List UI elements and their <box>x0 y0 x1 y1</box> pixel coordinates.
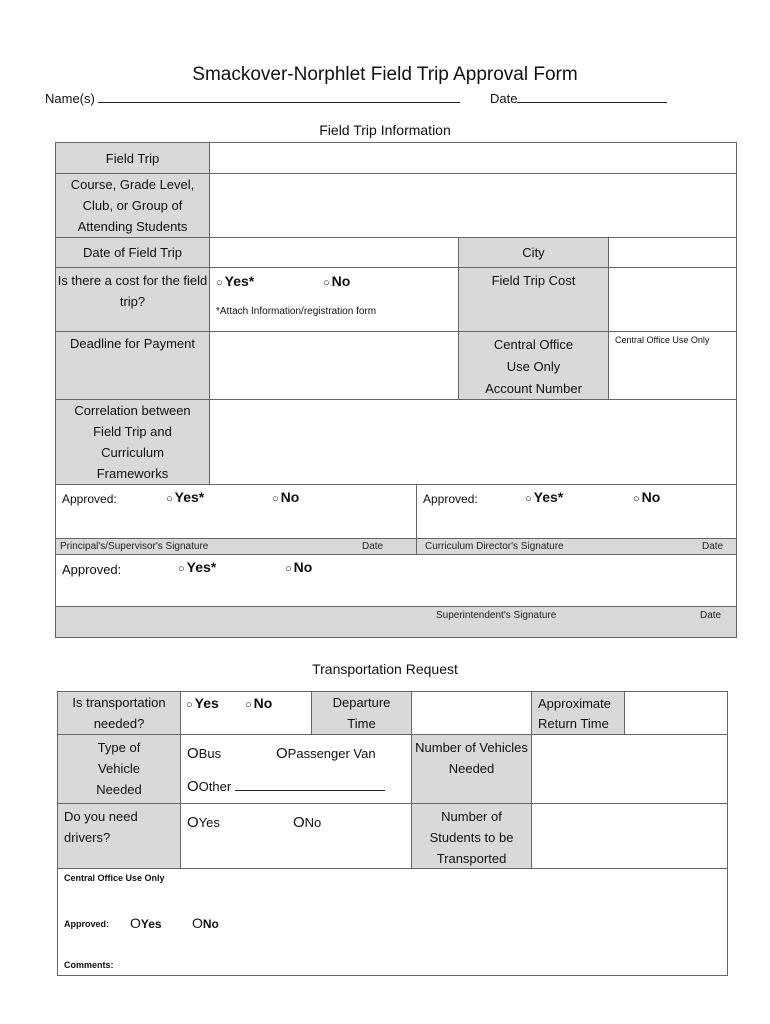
curriculum-approved-label: Approved: <box>423 492 478 506</box>
transport-central-office-cell <box>57 868 728 976</box>
radio-circle-icon: O <box>187 745 199 762</box>
deadline-input[interactable] <box>209 331 459 400</box>
curriculum-signature-label: Curriculum Director's Signature <box>425 541 564 552</box>
date-of-trip-input[interactable] <box>209 237 459 268</box>
drivers-yes-option[interactable] <box>187 814 220 831</box>
principal-no-option[interactable] <box>272 489 299 505</box>
num-students-label: Number of Students to be Transported <box>411 803 532 869</box>
superintendent-approved-label: Approved: <box>62 562 122 577</box>
principal-yes-label: Yes* <box>174 489 205 505</box>
attach-note: *Attach Information/registration form <box>216 306 377 317</box>
transport-no-option[interactable] <box>245 695 272 711</box>
name-underline <box>98 90 460 103</box>
return-time-input[interactable] <box>624 691 728 735</box>
superintendent-date-label: Date <box>700 610 722 621</box>
superintendent-yes-option[interactable] <box>178 559 216 575</box>
field-trip-info-heading: Field Trip Information <box>319 122 451 138</box>
transport-approved-no-label: No <box>202 917 219 931</box>
course-input[interactable] <box>209 173 737 238</box>
curriculum-no-label: No <box>641 489 661 505</box>
field-trip-input[interactable] <box>209 142 737 174</box>
principal-approved-label: Approved: <box>62 492 117 506</box>
cost-yes-option[interactable] <box>216 273 254 289</box>
drivers-no-option[interactable] <box>293 814 321 831</box>
course-label: Course, Grade Level, Club, or Group of Attending Students <box>55 173 210 238</box>
trip-cost-label: Field Trip Cost <box>458 267 609 332</box>
form-title: Smackover-Norphlet Field Trip Approval Form <box>192 64 578 85</box>
radio-circle-icon: ○ <box>525 493 532 505</box>
comments-label: Comments: <box>64 960 114 970</box>
city-input[interactable] <box>608 237 737 268</box>
num-vehicles-input[interactable] <box>531 734 728 804</box>
curriculum-yes-label: Yes* <box>533 489 564 505</box>
radio-circle-icon: O <box>130 915 141 931</box>
other-option[interactable] <box>187 778 385 795</box>
bus-label: Bus <box>198 746 222 761</box>
other-label: Other <box>198 779 232 794</box>
radio-circle-icon: ○ <box>272 493 279 505</box>
other-underline[interactable] <box>235 778 385 791</box>
drivers-no-label: No <box>304 815 322 830</box>
drivers-yes-label: Yes <box>198 815 220 830</box>
field-trip-label: Field Trip <box>55 142 210 174</box>
superintendent-yes-label: Yes* <box>186 559 217 575</box>
superintendent-signature-label: Superintendent's Signature <box>436 610 557 621</box>
cost-question-label: Is there a cost for the field trip? <box>55 267 210 332</box>
date-line[interactable] <box>490 90 667 106</box>
radio-circle-icon: ○ <box>633 493 640 505</box>
superintendent-no-label: No <box>293 559 313 575</box>
num-vehicles-label: Number of Vehicles Needed <box>411 734 532 804</box>
principal-approval-cell <box>55 484 417 539</box>
transport-yes-label: Yes <box>194 695 219 711</box>
curriculum-approval-cell <box>416 484 737 539</box>
correlation-label: Correlation between Field Trip and Curriculum Frameworks <box>55 399 210 485</box>
bus-option[interactable] <box>187 745 221 762</box>
cost-no-label: No <box>331 273 351 289</box>
transport-central-office-label: Central Office Use Only <box>64 873 165 883</box>
transport-approved-no-option[interactable] <box>192 915 219 931</box>
transportation-heading: Transportation Request <box>312 661 458 677</box>
cost-options-cell <box>209 267 459 332</box>
curriculum-date-label: Date <box>702 541 724 552</box>
transport-yes-option[interactable] <box>186 695 219 711</box>
transport-approved-yes-option[interactable] <box>130 915 162 931</box>
superintendent-no-option[interactable] <box>285 559 312 575</box>
deadline-label: Deadline for Payment <box>55 331 210 400</box>
transport-no-label: No <box>253 695 273 711</box>
curriculum-no-option[interactable] <box>633 489 660 505</box>
date-label: Date <box>490 91 518 106</box>
radio-circle-icon: O <box>276 745 288 762</box>
name-label: Name(s) <box>45 91 95 106</box>
city-label: City <box>458 237 609 268</box>
cost-yes-label: Yes* <box>224 273 255 289</box>
name-line[interactable] <box>45 90 460 106</box>
radio-circle-icon: ○ <box>216 277 223 289</box>
vehicle-type-label: Type of Vehicle Needed <box>57 734 181 804</box>
principal-no-label: No <box>280 489 300 505</box>
drivers-question-label: Do you need drivers? <box>57 803 181 869</box>
radio-circle-icon: ○ <box>186 699 193 711</box>
return-time-label: Approximate Return Time <box>531 691 625 735</box>
principal-signature-label: Principal's/Supervisor's Signature <box>60 541 209 552</box>
date-of-trip-label: Date of Field Trip <box>55 237 210 268</box>
account-number-input[interactable] <box>608 331 737 400</box>
drivers-options <box>180 803 412 869</box>
passenger-van-label: Passenger Van <box>287 746 376 761</box>
departure-time-input[interactable] <box>411 691 532 735</box>
radio-circle-icon: ○ <box>166 493 173 505</box>
transport-approved-yes-label: Yes <box>140 917 162 931</box>
curriculum-yes-option[interactable] <box>525 489 563 505</box>
radio-circle-icon: O <box>293 814 305 831</box>
principal-yes-option[interactable] <box>166 489 204 505</box>
radio-circle-icon: ○ <box>245 699 252 711</box>
passenger-van-option[interactable] <box>276 745 376 762</box>
radio-circle-icon: O <box>187 778 199 795</box>
cost-no-option[interactable] <box>323 273 350 289</box>
principal-signature-strip[interactable] <box>55 538 417 555</box>
radio-circle-icon: O <box>187 814 199 831</box>
superintendent-approval-cell <box>55 554 737 607</box>
trip-cost-input[interactable] <box>608 267 737 332</box>
transport-approved-label: Approved: <box>64 919 109 929</box>
principal-date-label: Date <box>362 541 384 552</box>
correlation-input[interactable] <box>209 399 737 485</box>
curriculum-signature-strip[interactable] <box>416 538 737 555</box>
transport-needed-label: Is transportation needed? <box>57 691 181 735</box>
central-office-use-small: Central Office Use Only <box>615 335 710 345</box>
radio-circle-icon: ○ <box>323 277 330 289</box>
radio-circle-icon: O <box>192 915 203 931</box>
account-number-label: Account Number <box>485 381 582 396</box>
radio-circle-icon: ○ <box>285 563 292 575</box>
departure-time-label: Departure Time <box>311 691 412 735</box>
num-students-input[interactable] <box>531 803 728 869</box>
vehicle-type-options <box>180 734 412 804</box>
central-office-account-cell <box>458 331 609 400</box>
radio-circle-icon: ○ <box>178 563 185 575</box>
transport-needed-options <box>180 691 312 735</box>
central-office-use-label: Central Office Use Only <box>493 337 574 374</box>
date-underline <box>517 90 667 103</box>
superintendent-signature-strip[interactable] <box>55 606 737 638</box>
